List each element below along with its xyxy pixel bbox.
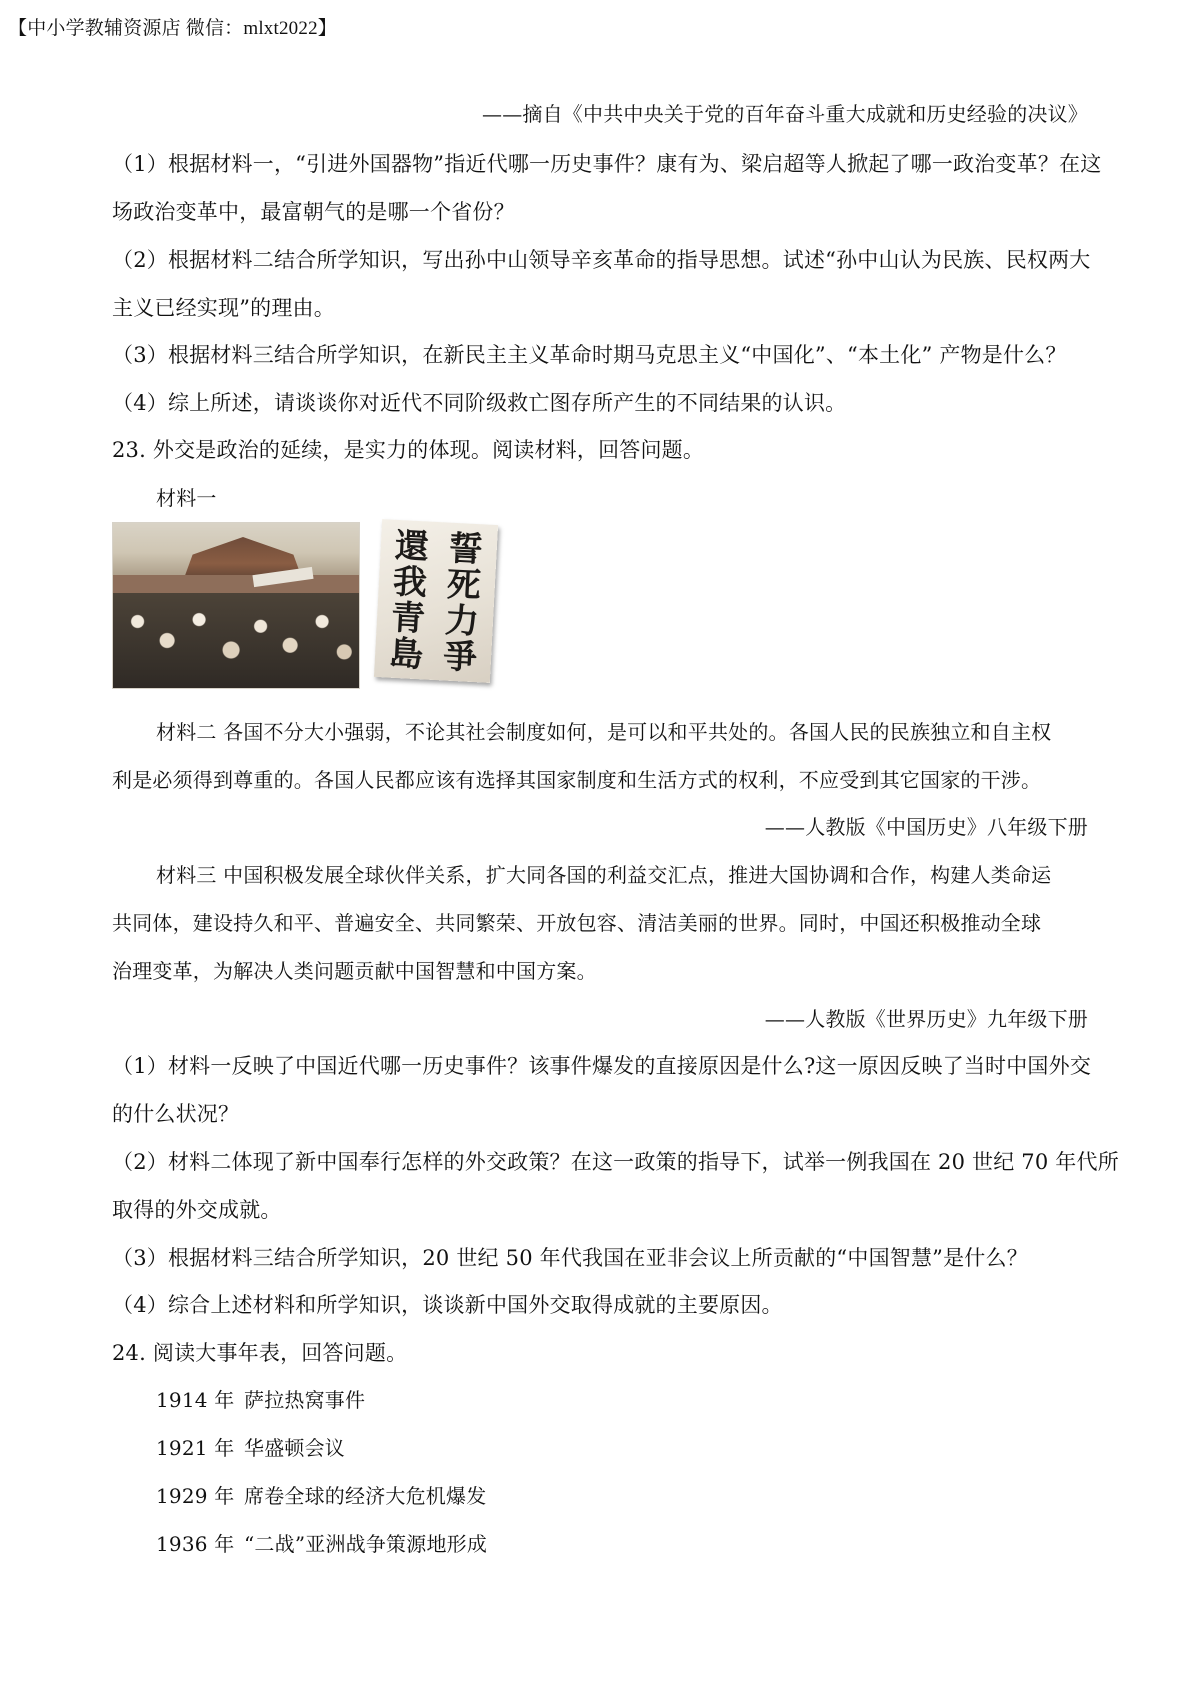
q23-material3-line3: 治理变革，为解决人类问题贡献中国智慧和中国方案。 bbox=[112, 959, 597, 983]
poster-text-right: 誓死力爭 bbox=[442, 528, 484, 679]
q23-part2-line1: （2）材料二体现了新中国奉行怎样的外交政策？在这一政策的指导下，试举一例我国在 20 世纪 70 年代所 bbox=[112, 1150, 1119, 1174]
q23-material2-source: ——人教版《中国历史》八年级下册 bbox=[764, 815, 1088, 839]
poster-text-left: 還我青島 bbox=[388, 525, 430, 676]
timeline-event: 席卷全球的经济大危机爆发 bbox=[244, 1484, 487, 1508]
protest-crowd bbox=[113, 593, 359, 688]
timeline-year: 1921 年 bbox=[156, 1436, 235, 1460]
page-header: 【中小学教辅资源店 微信：mlxt2022】 bbox=[8, 18, 337, 39]
q23-material3-line2: 共同体，建设持久和平、普遍安全、共同繁荣、开放包容、清洁美丽的世界。同时，中国还积极推动全球 bbox=[112, 911, 1042, 935]
timeline-event: “二战”亚洲战争策源地形成 bbox=[244, 1532, 488, 1556]
q23-part4: （4）综合上述材料和所学知识，谈谈新中国外交取得成就的主要原因。 bbox=[112, 1293, 783, 1317]
q22-part1-line2: 场政治变革中，最富朝气的是哪一个省份？ bbox=[112, 200, 515, 224]
q24-stem: 24. 阅读大事年表，回答问题。 bbox=[112, 1341, 408, 1365]
calligraphy-poster bbox=[374, 519, 498, 683]
timeline-year: 1936 年 bbox=[156, 1532, 235, 1556]
q23-material2-line2: 利是必须得到尊重的。各国人民都应该有选择其国家制度和生活方式的权利，不应受到其它国家的干涉。 bbox=[112, 768, 1042, 792]
timeline-year: 1914 年 bbox=[156, 1388, 235, 1412]
q23-material1-label: 材料一 bbox=[156, 486, 217, 510]
q23-stem: 23. 外交是政治的延续，是实力的体现。阅读材料，回答问题。 bbox=[112, 438, 705, 462]
q22-part2-line1: （2）根据材料二结合所学知识，写出孙中山领导辛亥革命的指导思想。试述“孙中山认为民族、民权两大 bbox=[112, 248, 1091, 272]
timeline-year: 1929 年 bbox=[156, 1484, 235, 1508]
q22-part4: （4）综上所述，请谈谈你对近代不同阶级救亡图存所产生的不同结果的认识。 bbox=[112, 391, 847, 415]
timeline-event: 华盛顿会议 bbox=[244, 1436, 345, 1460]
q23-material2-line1: 材料二 各国不分大小强弱，不论其社会制度如何，是可以和平共处的。各国人民的民族独立和自主权 bbox=[156, 720, 1052, 744]
q22-part3: （3）根据材料三结合所学知识，在新民主主义革命时期马克思主义“中国化”、“本土化” 产物是什么？ bbox=[112, 343, 1067, 367]
q23-part3: （3）根据材料三结合所学知识，20 世纪 50 年代我国在亚非会议上所贡献的“中国智慧”是什么？ bbox=[112, 1246, 1028, 1270]
may-fourth-protest-photo bbox=[112, 522, 360, 689]
q22-part2-line2: 主义已经实现”的理由。 bbox=[112, 296, 335, 320]
q23-part1-line1: （1）材料一反映了中国近代哪一历史事件？该事件爆发的直接原因是什么?这一原因反映了当时中国外交 bbox=[112, 1054, 1092, 1078]
q23-material3-line1: 材料三 中国积极发展全球伙伴关系，扩大同各国的利益交汇点，推进大国协调和合作，构建人类命运 bbox=[156, 863, 1052, 887]
q23-material3-source: ——人教版《世界历史》九年级下册 bbox=[764, 1007, 1088, 1031]
q23-part2-line2: 取得的外交成就。 bbox=[112, 1198, 282, 1222]
source-citation: ——摘自《中共中央关于党的百年奋斗重大成就和历史经验的决议》 bbox=[482, 102, 1088, 126]
timeline-event: 萨拉热窝事件 bbox=[244, 1388, 366, 1412]
q22-part1-line1: （1）根据材料一，“引进外国器物”指近代哪一历史事件？康有为、梁启超等人掀起了哪一政治变革？在这 bbox=[112, 152, 1102, 176]
q23-part1-line2: 的什么状况？ bbox=[112, 1102, 240, 1126]
